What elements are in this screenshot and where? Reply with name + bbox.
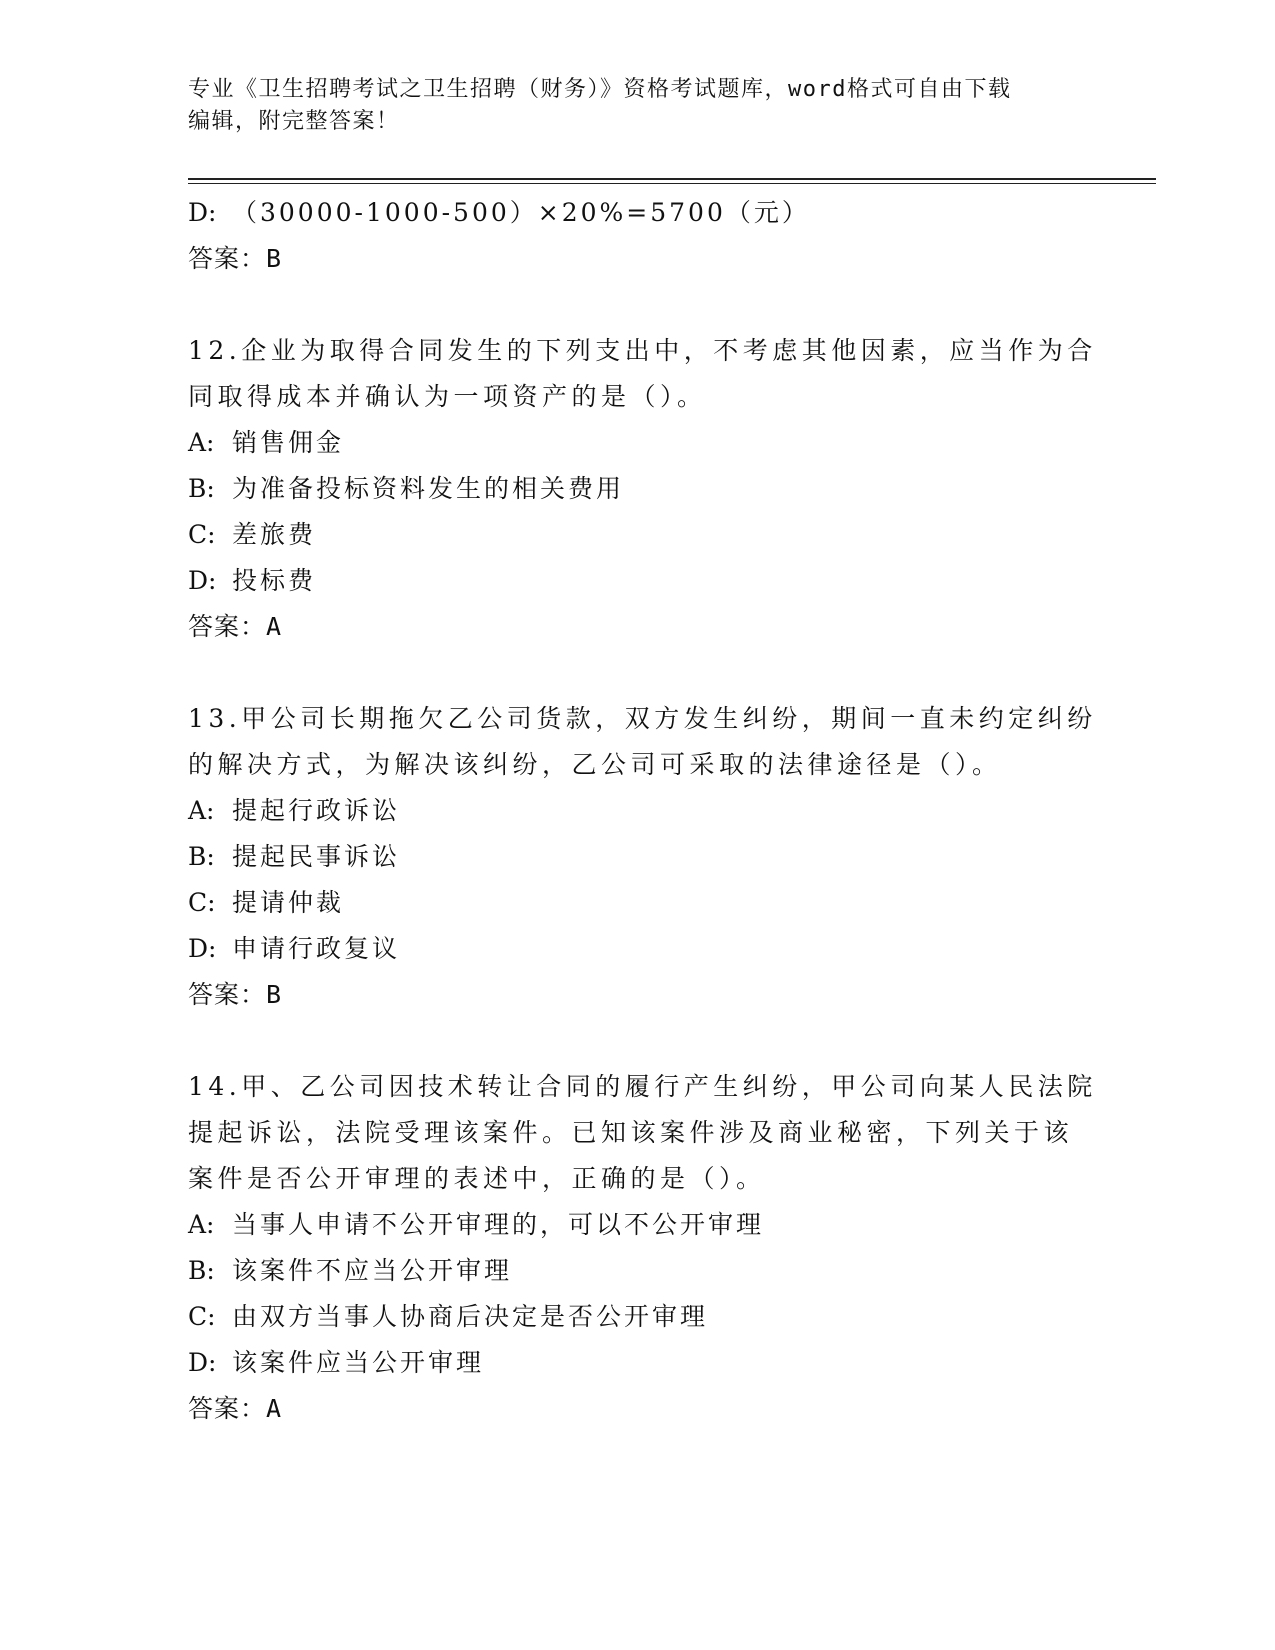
option-c: [188, 880, 1088, 926]
question-text-line: 的解决方式，为解决该纠纷，乙公司可采取的法律途径是（）。: [188, 750, 1002, 779]
option-b: [188, 834, 1088, 880]
option-d: [188, 926, 1088, 972]
answer: [188, 1386, 1088, 1432]
answer: [188, 604, 1088, 650]
question-text-line: 14.甲、乙公司因技术转让合同的履行产生纠纷，甲公司向某人民法院: [188, 1072, 1097, 1101]
question-text-line: 13.甲公司长期拖欠乙公司货款，双方发生纠纷，期间一直未约定纠纷: [188, 704, 1097, 733]
option-c: [188, 512, 1088, 558]
option-text: （30000-1000-500）×20%=5700（元）: [232, 198, 810, 227]
option-c: [188, 1294, 1088, 1340]
option-letter: D:: [188, 934, 217, 963]
answer-label: 答案：: [188, 980, 267, 1009]
option-text: 该案件应当公开审理: [232, 1348, 485, 1377]
answer: [188, 972, 1088, 1018]
answer-value: B: [266, 980, 283, 1009]
option-text: 销售佣金: [232, 428, 345, 457]
answer-value: A: [266, 1394, 283, 1423]
question-12: [188, 328, 1097, 650]
option-letter: D:: [188, 198, 217, 227]
answer-label: 答案：: [188, 244, 267, 273]
option-letter: A:: [188, 796, 215, 825]
option-text: 提请仲裁: [232, 888, 345, 917]
option-letter: C:: [188, 1302, 216, 1331]
answer-label: 答案：: [188, 1394, 267, 1423]
option-letter: D:: [188, 1348, 217, 1377]
option-d: [188, 1340, 1088, 1386]
option-text: 申请行政复议: [232, 934, 401, 963]
option-letter: D:: [188, 566, 217, 595]
option-b: [188, 466, 1088, 512]
header-line-1: 专业《卫生招聘考试之卫生招聘（财务）》资格考试题库，word格式可自由下载: [188, 77, 1012, 102]
answer-label: 答案：: [188, 612, 267, 641]
option-text: 提起民事诉讼: [232, 842, 401, 871]
header-line-2: 编辑，附完整答案！: [188, 109, 400, 134]
question-text-line: 同取得成本并确认为一项资产的是（）。: [188, 382, 707, 411]
option-letter: A:: [188, 1210, 215, 1239]
option-text: 为准备投标资料发生的相关费用: [232, 474, 625, 503]
option-letter: B:: [188, 1256, 215, 1285]
option-text: 当事人申请不公开审理的，可以不公开审理: [232, 1210, 765, 1239]
answer-value: B: [266, 244, 283, 273]
option-letter: B:: [188, 474, 215, 503]
option-text: 该案件不应当公开审理: [232, 1256, 513, 1285]
question-text-line: 12.企业为取得合同发生的下列支出中，不考虑其他因素，应当作为合: [188, 336, 1097, 365]
option-text: 提起行政诉讼: [232, 796, 401, 825]
option-b: [188, 1248, 1088, 1294]
question-13: [188, 696, 1097, 1018]
option-a: [188, 420, 1088, 466]
option-letter: C:: [188, 520, 216, 549]
option-letter: A:: [188, 428, 215, 457]
option-letter: B:: [188, 842, 215, 871]
option-text: 由双方当事人协商后决定是否公开审理: [232, 1302, 709, 1331]
page-header: [188, 74, 1068, 138]
document-body: [188, 190, 1097, 1478]
prev-option-d: [188, 190, 1088, 236]
option-text: 差旅费: [232, 520, 317, 549]
option-d: [188, 558, 1088, 604]
answer-value: A: [266, 612, 283, 641]
question-text-line: 案件是否公开审理的表述中，正确的是（）。: [188, 1164, 766, 1193]
option-text: 投标费: [232, 566, 317, 595]
prev-answer: [188, 236, 1088, 282]
header-rule-thick: [188, 178, 1156, 180]
option-a: [188, 788, 1088, 834]
question-text-line: 提起诉讼，法院受理该案件。已知该案件涉及商业秘密，下列关于该: [188, 1118, 1074, 1147]
header-rule-thin: [188, 183, 1156, 184]
question-14: [188, 1064, 1097, 1432]
option-letter: C:: [188, 888, 216, 917]
option-a: [188, 1202, 1088, 1248]
